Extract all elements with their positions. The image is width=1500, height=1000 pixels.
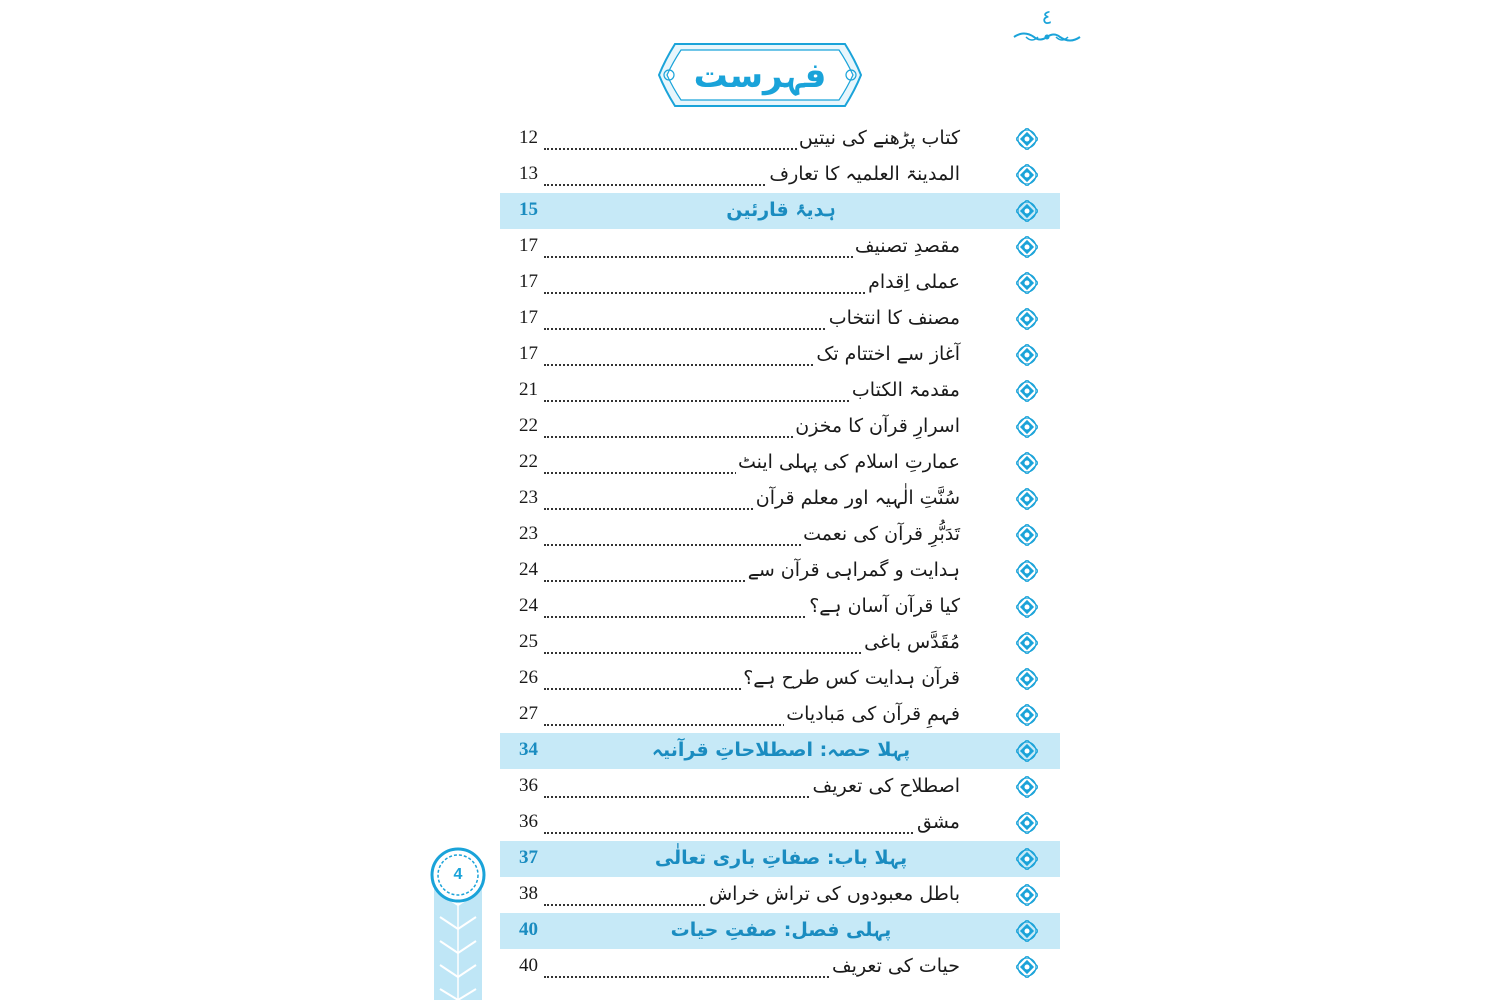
toc-entry-title: ہدیۂ قارئین	[726, 199, 836, 221]
ornament-bullet-icon	[1016, 704, 1038, 726]
toc-entry-title: عملی اِقدام	[866, 267, 960, 297]
ornament-bullet-icon	[1016, 812, 1038, 834]
toc-entry-page: 36	[519, 807, 539, 837]
ornament-bullet-icon	[1016, 236, 1038, 258]
ornament-bullet-icon	[1016, 380, 1038, 402]
toc-entry-page: 24	[519, 591, 539, 621]
toc-section-row[interactable]	[500, 913, 1060, 949]
toc-entry-title: فہمِ قرآن کی مَبادیات	[784, 699, 960, 729]
toc-row[interactable]	[500, 553, 1060, 589]
toc-row[interactable]	[500, 697, 1060, 733]
ornament-bullet-icon	[1016, 308, 1038, 330]
toc-entry-page: 22	[519, 411, 539, 441]
toc-entry-page: 40	[519, 919, 538, 940]
ornament-bullet-icon	[1016, 668, 1038, 690]
toc-entry-title: پہلی فصل: صفتِ حیات	[670, 919, 892, 941]
toc-row[interactable]	[500, 769, 1060, 805]
toc-entry-page: 23	[519, 483, 539, 513]
toc-entry-title: سُنَّتِ الٰہیہ اور معلم قرآن	[754, 483, 960, 513]
side-page-number: 4	[453, 866, 463, 883]
toc-row[interactable]	[500, 589, 1060, 625]
toc-entry-page: 26	[519, 663, 539, 693]
toc-row[interactable]	[500, 517, 1060, 553]
ornament-bullet-icon	[1016, 632, 1038, 654]
toc-entry-page: 22	[519, 447, 539, 477]
toc-section-row[interactable]	[500, 841, 1060, 877]
page-title: فہرست	[693, 55, 827, 96]
ornament-bullet-icon	[1016, 596, 1038, 618]
ornament-bullet-icon	[1016, 524, 1038, 546]
toc-entry-title: مقصدِ تصنیف	[853, 231, 960, 261]
toc-entry-page: 25	[519, 627, 539, 657]
toc-entry-title: عمارتِ اسلام کی پہلی اینٹ	[736, 447, 960, 477]
toc-entry-title: پہلا باب: صفاتِ باری تعالٰی	[654, 847, 908, 869]
flourish-icon	[1012, 28, 1082, 46]
toc-entry-page: 15	[519, 199, 538, 220]
toc-entry-title: تَدَبُّرِ قرآن کی نعمت	[801, 519, 960, 549]
ornament-bullet-icon	[1016, 272, 1038, 294]
toc-entry-title: حیات کی تعریف	[830, 951, 960, 981]
toc-entry-page: 21	[519, 375, 539, 405]
toc-entry-title: قرآن ہدایت کس طرح ہے؟	[741, 663, 960, 693]
toc-row[interactable]	[500, 373, 1060, 409]
toc-entry-page: 36	[519, 771, 539, 801]
ornament-bullet-icon	[1016, 344, 1038, 366]
toc-entry-title: مقدمۃ الکتاب	[850, 375, 960, 405]
toc-row[interactable]	[500, 877, 1060, 913]
toc-row[interactable]	[500, 121, 1060, 157]
toc-entry-page: 37	[519, 847, 538, 868]
dot-leader	[544, 832, 960, 834]
toc-entry-title: آغاز سے اختتام تک	[814, 339, 960, 369]
toc-entry-page: 12	[519, 123, 539, 153]
toc-entry-title: مُقَدَّس باغی	[862, 627, 960, 657]
toc-entry-title: پہلا حصہ: اصطلاحاتِ قرآنیہ	[651, 739, 911, 761]
table-of-contents	[500, 121, 1060, 985]
toc-entry-title: اسرارِ قرآن کا مخزن	[793, 411, 960, 441]
side-page-badge	[430, 843, 486, 1000]
toc-entry-title: المدینۃ العلمیہ کا تعارف	[767, 159, 960, 189]
toc-entry-title: مصنف کا انتخاب	[827, 303, 960, 333]
title-frame	[655, 40, 865, 110]
toc-row[interactable]	[500, 445, 1060, 481]
page-number-ornament	[1012, 6, 1082, 46]
ornament-bullet-icon	[1016, 956, 1038, 978]
toc-entry-page: 38	[519, 879, 539, 909]
toc-row[interactable]	[500, 481, 1060, 517]
toc-entry-title: اصطلاح کی تعریف	[811, 771, 960, 801]
ornament-bullet-icon	[1016, 560, 1038, 582]
toc-entry-page: 23	[519, 519, 539, 549]
toc-entry-title: ہدایت و گمراہی قرآن سے	[746, 555, 960, 585]
toc-entry-page: 24	[519, 555, 539, 585]
ornament-bullet-icon	[1016, 416, 1038, 438]
toc-row[interactable]	[500, 337, 1060, 373]
ornament-bullet-icon	[1016, 128, 1038, 150]
toc-entry-page: 13	[519, 159, 539, 189]
toc-section-row[interactable]	[500, 733, 1060, 769]
toc-row[interactable]	[500, 805, 1060, 841]
toc-row[interactable]	[500, 661, 1060, 697]
toc-entry-page: 27	[519, 699, 539, 729]
toc-entry-page: 17	[519, 303, 539, 333]
toc-entry-page: 17	[519, 231, 539, 261]
toc-row[interactable]	[500, 949, 1060, 985]
toc-entry-title: کیا قرآن آسان ہے؟	[807, 591, 960, 621]
page-number-arabic: ٤	[1041, 5, 1053, 29]
toc-entry-title: کتاب پڑھنے کی نیتیں	[797, 123, 960, 153]
toc-row[interactable]	[500, 625, 1060, 661]
toc-entry-title: مشق	[915, 807, 960, 837]
ornament-bullet-icon	[1016, 884, 1038, 906]
toc-entry-title: باطل معبودوں کی تراش خراش	[707, 879, 960, 909]
toc-entry-page: 17	[519, 267, 539, 297]
toc-row[interactable]	[500, 301, 1060, 337]
ornament-bullet-icon	[1016, 164, 1038, 186]
toc-entry-page: 40	[519, 951, 539, 981]
toc-row[interactable]	[500, 229, 1060, 265]
ornament-bullet-icon	[1016, 452, 1038, 474]
toc-entry-page: 17	[519, 339, 539, 369]
ornament-bullet-icon	[1016, 488, 1038, 510]
ornament-bullet-icon	[1016, 776, 1038, 798]
toc-section-row[interactable]	[500, 193, 1060, 229]
toc-row[interactable]	[500, 409, 1060, 445]
toc-entry-page: 34	[519, 739, 538, 760]
toc-row[interactable]	[500, 265, 1060, 301]
toc-row[interactable]	[500, 157, 1060, 193]
